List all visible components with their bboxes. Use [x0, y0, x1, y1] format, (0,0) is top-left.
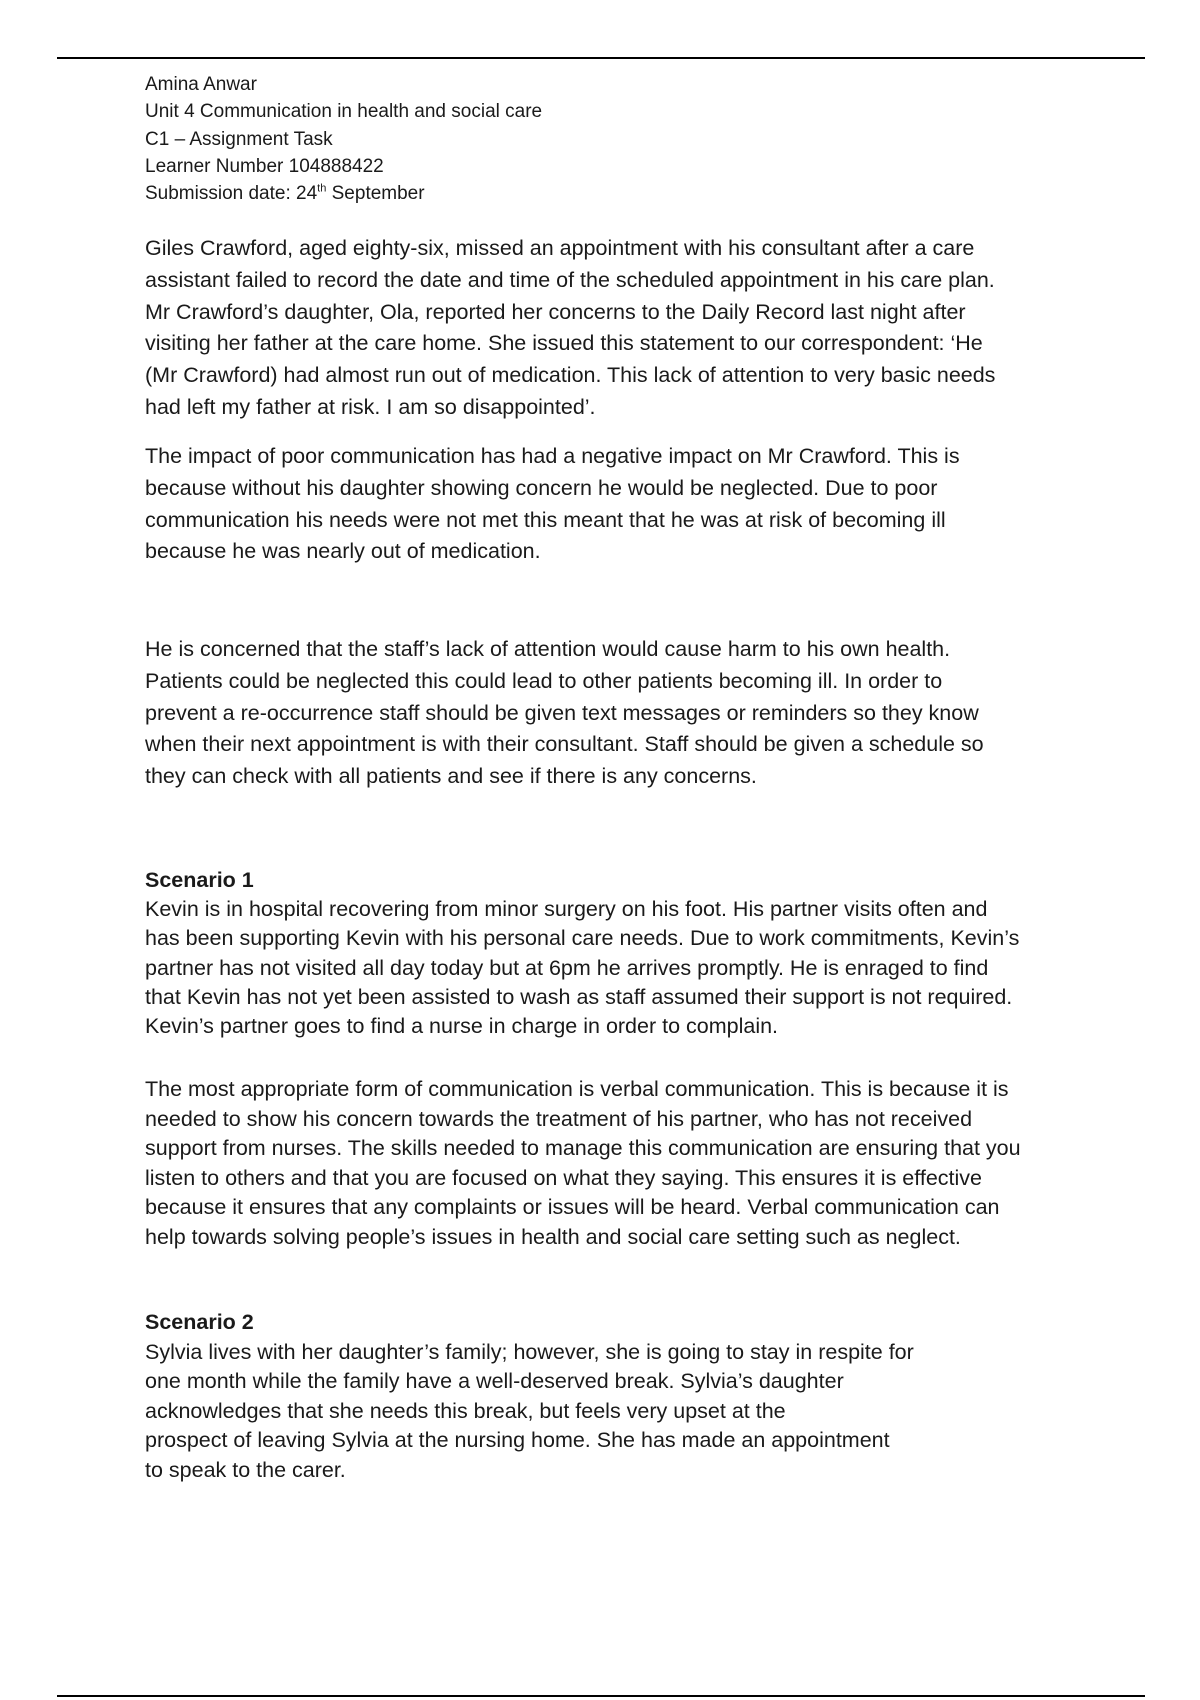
scenario-2-heading: Scenario 2: [145, 1310, 254, 1334]
paragraph-line: they can check with all patients and see if there is any concerns.: [145, 764, 757, 789]
submission-date-month: September: [326, 183, 425, 205]
paragraph-line: help towards solving people’s issues in health and social care setting such as neglect.: [145, 1224, 961, 1249]
impact-paragraph: [145, 441, 1075, 568]
paragraph-line: partner has not visited all day today but at 6pm he arrives promptly. He is enraged to find: [145, 955, 989, 980]
submission-date-ordinal: th: [317, 182, 327, 195]
paragraph-line: support from nurses. The skills needed to manage this communication are ensuring that you: [145, 1136, 1021, 1161]
concern-paragraph: [145, 634, 1075, 793]
bottom-rule: [57, 1695, 1145, 1697]
paragraph-line: because without his daughter showing concern he would be neglected. Due to poor: [145, 475, 938, 500]
paragraph-line: needed to show his concern towards the treatment of his partner, who has not received: [145, 1106, 973, 1131]
paragraph-line: one month while the family have a well-deserved break. Sylvia’s daughter: [145, 1369, 844, 1394]
paragraph-line: Giles Crawford, aged eighty-six, missed an appointment with his consultant after a care: [145, 236, 975, 260]
author-name: Amina Anwar: [145, 74, 257, 95]
paragraph-line: listen to others and that you are focused on what they saying. This ensures it is effective: [145, 1165, 982, 1190]
submission-date-prefix: Submission date: 24: [145, 183, 318, 205]
paragraph-line: (Mr Crawford) had almost run out of medication. This lack of attention to very basic needs: [145, 363, 996, 388]
paragraph-line: acknowledges that she needs this break, but feels very upset at the: [145, 1398, 786, 1423]
paragraph-line: assistant failed to record the date and time of the scheduled appointment in his care plan.: [145, 267, 995, 292]
paragraph-line: when their next appointment is with their consultant. Staff should be given a schedule so: [145, 732, 984, 757]
paragraph-line: that Kevin has not yet been assisted to wash as staff assumed their support is not required.: [145, 984, 1013, 1009]
paragraph-line: Mr Crawford’s daughter, Ola, reported her concerns to the Daily Record last night after: [145, 299, 966, 324]
scenario-1-section: [145, 866, 1075, 1041]
paragraph-line: because he was nearly out of medication.: [145, 539, 541, 564]
learner-number: Learner Number 104888422: [145, 155, 384, 177]
paragraph-line: to speak to the carer.: [145, 1457, 346, 1482]
paragraph-line: Kevin is in hospital recovering from minor surgery on his foot. His partner visits often and: [145, 897, 988, 922]
paragraph-line: because it ensures that any complaints or issues will be heard. Verbal communication can: [145, 1195, 1000, 1220]
paragraph-line: Sylvia lives with her daughter’s family; however, she is going to stay in respite for: [145, 1339, 914, 1364]
task-title: C1 – Assignment Task: [145, 128, 333, 150]
paragraph-line: prospect of leaving Sylvia at the nursing home. She has made an appointment: [145, 1428, 890, 1453]
top-rule: [57, 57, 1145, 59]
scenario-2-section: [145, 1308, 1075, 1486]
paragraph-line: Kevin’s partner goes to find a nurse in charge in order to complain.: [145, 1014, 779, 1039]
verbal-communication-paragraph: [145, 1075, 1075, 1253]
paragraph-line: The most appropriate form of communication is verbal communication. This is because it is: [145, 1077, 1009, 1101]
paragraph-line: prevent a re-occurrence staff should be given text messages or reminders so they know: [145, 700, 979, 725]
intro-paragraph: [145, 233, 1075, 424]
paragraph-line: The impact of poor communication has had a negative impact on Mr Crawford. This is: [145, 444, 960, 468]
document-header: [145, 71, 542, 207]
paragraph-line: Patients could be neglected this could lead to other patients becoming ill. In order to: [145, 668, 943, 693]
submission-date: [145, 180, 542, 207]
scenario-1-heading: Scenario 1: [145, 868, 254, 892]
paragraph-line: visiting her father at the care home. She issued this statement to our correspondent: ‘He: [145, 331, 983, 356]
paragraph-line: has been supporting Kevin with his personal care needs. Due to work commitments, Kevin’s: [145, 926, 1020, 951]
paragraph-line: had left my father at risk. I am so disappointed’.: [145, 394, 596, 419]
paragraph-line: communication his needs were not met this meant that he was at risk of becoming ill: [145, 507, 946, 532]
unit-title: Unit 4 Communication in health and social care: [145, 101, 543, 123]
paragraph-line: He is concerned that the staff’s lack of attention would cause harm to his own health.: [145, 637, 951, 661]
